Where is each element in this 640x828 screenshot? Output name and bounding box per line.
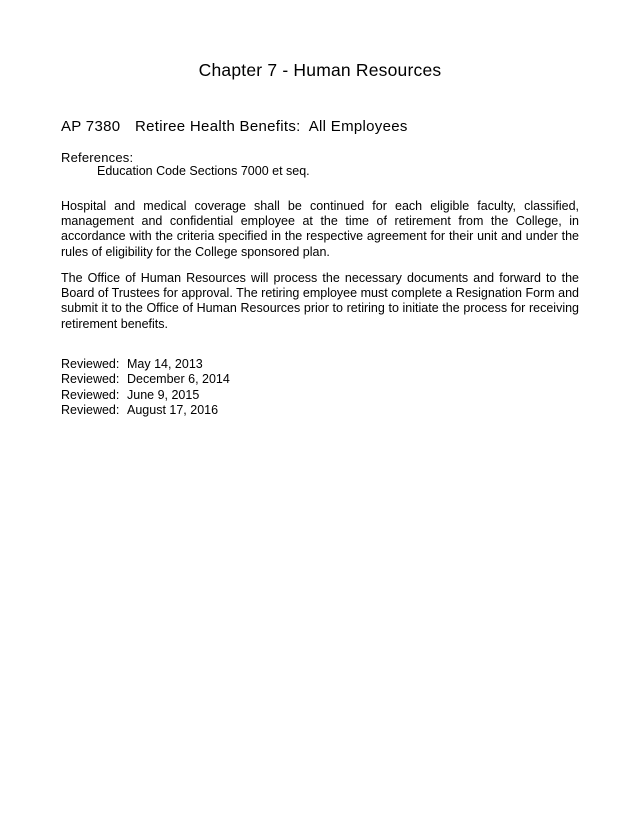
- review-entry: [61, 372, 230, 387]
- chapter-title: Chapter 7 - Human Resources: [198, 60, 442, 80]
- review-entry: [61, 388, 230, 403]
- review-entry: [61, 357, 230, 372]
- review-entry: [61, 403, 230, 418]
- review-date: May 14, 2013: [127, 357, 203, 371]
- reference-item: Education Code Sections 7000 et seq.: [97, 164, 310, 178]
- policy-heading: [61, 118, 408, 135]
- policy-number: AP 7380: [61, 118, 121, 135]
- review-label: Reviewed:: [61, 357, 120, 371]
- references-label: References:: [61, 150, 134, 165]
- policy-title: Retiree Health Benefits: All Employees: [135, 118, 408, 135]
- review-label: Reviewed:: [61, 372, 120, 387]
- review-label: Reviewed:: [61, 403, 120, 418]
- policy-paragraph-coverage: Hospital and medical coverage shall be continued for each eligible faculty, classified, management and confidential employee at the time of retirement from the College, in accordance with the criteria specified in the respective agreement for their unit and under the rules of eligibility for the College sponsored plan.: [61, 199, 579, 259]
- review-date: June 9, 2015: [127, 387, 200, 402]
- review-label: Reviewed:: [61, 387, 120, 402]
- review-history: [61, 357, 230, 419]
- policy-paragraph-process: The Office of Human Resources will process the necessary documents and forward to the Board of Trustees for approval. The retiring employee must complete a Resignation Form and submit it to the Office of Human Resources prior to retiring to initiate the process for receiving retirement benefits.: [61, 271, 579, 331]
- review-date: August 17, 2016: [127, 403, 219, 418]
- review-date: December 6, 2014: [127, 372, 230, 387]
